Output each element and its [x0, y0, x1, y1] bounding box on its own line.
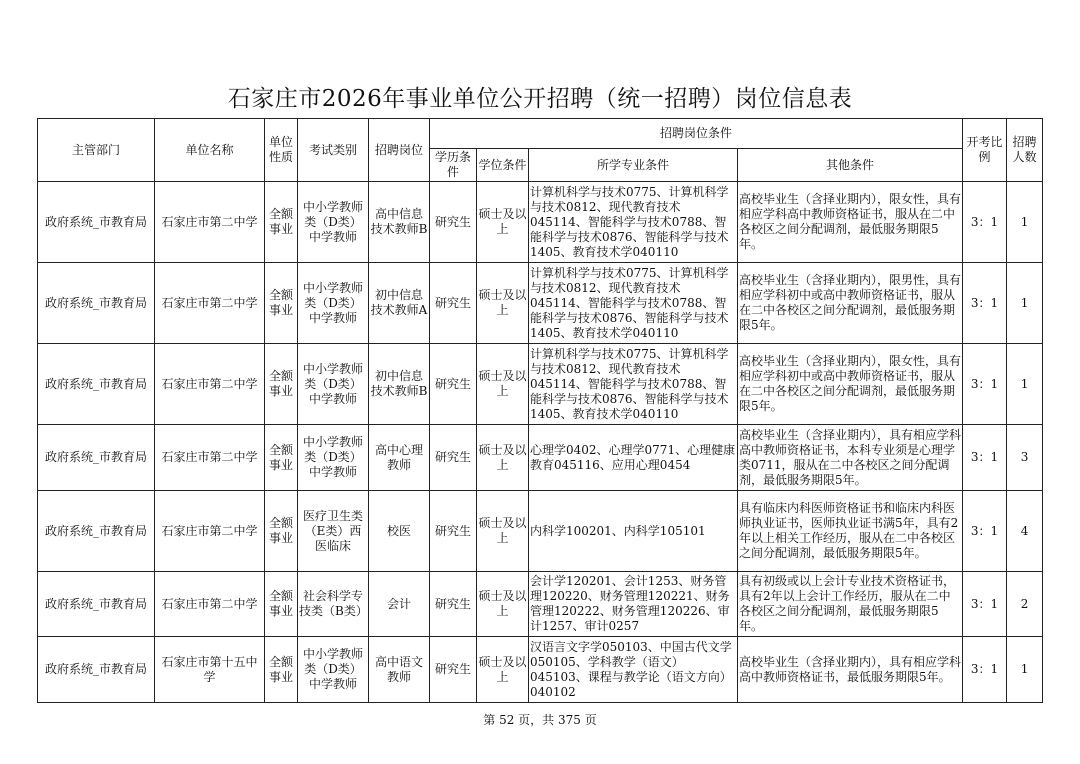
cell-other: 高校毕业生（含择业期内），限男性，具有相应学科初中或高中教师资格证书，服从在二中各校区之间分配调剂，最低服务期限5年。: [738, 263, 963, 344]
cell-degree: 硕士及以上: [477, 491, 529, 572]
cell-post: 高中语文教师: [369, 637, 430, 703]
cell-post: 校医: [369, 491, 430, 572]
cell-count: 2: [1007, 572, 1043, 637]
cell-ratio: 3：1: [963, 491, 1007, 572]
table-row: [38, 182, 1043, 263]
cell-nature: 全额事业: [265, 344, 298, 425]
table-row: [38, 491, 1043, 572]
cell-count: 1: [1007, 637, 1043, 703]
cell-nature: 全额事业: [265, 637, 298, 703]
cell-degree: 硕士及以上: [477, 182, 529, 263]
cell-edu: 研究生: [430, 344, 477, 425]
header-other: 其他条件: [738, 149, 963, 182]
header-exam: 考试类别: [298, 119, 369, 182]
cell-nature: 全额事业: [265, 425, 298, 491]
cell-major: 心理学0402、心理学0771、心理健康教育045116、应用心理0454: [529, 425, 738, 491]
cell-count: 1: [1007, 344, 1043, 425]
cell-dept: 政府系统_市教育局: [38, 491, 155, 572]
cell-degree: 硕士及以上: [477, 572, 529, 637]
cell-nature: 全额事业: [265, 263, 298, 344]
cell-ratio: 3：1: [963, 572, 1007, 637]
cell-edu: 研究生: [430, 182, 477, 263]
cell-nature: 全额事业: [265, 182, 298, 263]
page-footer: 第 52 页，共 375 页: [483, 713, 597, 727]
cell-exam: 中小学教师类（D类）中学教师: [298, 344, 369, 425]
cell-ratio: 3：1: [963, 182, 1007, 263]
cell-count: 3: [1007, 425, 1043, 491]
cell-other: 高校毕业生（含择业期内），具有相应学科高中教师资格证书，最低服务期限5年。: [738, 637, 963, 703]
cell-unit: 石家庄市第二中学: [155, 572, 265, 637]
cell-post: 初中信息技术教师A: [369, 263, 430, 344]
table-row: [38, 572, 1043, 637]
cell-nature: 全额事业: [265, 572, 298, 637]
table-row: [38, 425, 1043, 491]
header-post: 招聘岗位: [369, 119, 430, 182]
cell-dept: 政府系统_市教育局: [38, 263, 155, 344]
cell-unit: 石家庄市第二中学: [155, 182, 265, 263]
header-ratio: 开考比例: [963, 119, 1007, 182]
cell-post: 会计: [369, 572, 430, 637]
cell-other: 高校毕业生（含择业期内），限女性，具有相应学科高中教师资格证书，服从在二中各校区之间分配调剂，最低服务期限5年。: [738, 182, 963, 263]
header-dept: 主管部门: [38, 119, 155, 182]
cell-exam: 医疗卫生类（E类）西医临床: [298, 491, 369, 572]
header-nature: 单位性质: [265, 119, 298, 182]
cell-dept: 政府系统_市教育局: [38, 637, 155, 703]
cell-unit: 石家庄市第二中学: [155, 491, 265, 572]
cell-ratio: 3：1: [963, 344, 1007, 425]
cell-other: 高校毕业生（含择业期内），限女性，具有相应学科初中或高中教师资格证书，服从在二中各校区之间分配调剂，最低服务期限5年。: [738, 344, 963, 425]
cell-ratio: 3：1: [963, 637, 1007, 703]
table-row: [38, 344, 1043, 425]
cell-count: 1: [1007, 263, 1043, 344]
cell-post: 初中信息技术教师B: [369, 344, 430, 425]
cell-degree: 硕士及以上: [477, 344, 529, 425]
table-row: [38, 263, 1043, 344]
header-count: 招聘人数: [1007, 119, 1043, 182]
cell-major: 内科学100201、内科学105101: [529, 491, 738, 572]
cell-major: 计算机科学与技术0775、计算机科学与技术0812、现代教育技术045114、智能科学与技术0788、智能科学与技术0876、智能科学与技术1405、教育技术学040110: [529, 344, 738, 425]
cell-unit: 石家庄市第二中学: [155, 263, 265, 344]
cell-nature: 全额事业: [265, 491, 298, 572]
cell-edu: 研究生: [430, 637, 477, 703]
cell-count: 1: [1007, 182, 1043, 263]
cell-dept: 政府系统_市教育局: [38, 344, 155, 425]
cell-major: 计算机科学与技术0775、计算机科学与技术0812、现代教育技术045114、智能科学与技术0788、智能科学与技术0876、智能科学与技术1405、教育技术学040110: [529, 182, 738, 263]
cell-exam: 社会科学专技类（B类）: [298, 572, 369, 637]
cell-other: 具有初级或以上会计专业技术资格证书，具有2年以上会计工作经历，服从在二中各校区之间分配调剂，最低服务期限5年。: [738, 572, 963, 637]
cell-count: 4: [1007, 491, 1043, 572]
cell-edu: 研究生: [430, 425, 477, 491]
header-major: 所学专业条件: [529, 149, 738, 182]
cell-degree: 硕士及以上: [477, 637, 529, 703]
cell-major: 会计学120201、会计1253、财务管理120220、财务管理120221、财务管理120222、财务管理120226、审计1257、审计0257: [529, 572, 738, 637]
cell-major: 计算机科学与技术0775、计算机科学与技术0812、现代教育技术045114、智能科学与技术0788、智能科学与技术0876、智能科学与技术1405、教育技术学040110: [529, 263, 738, 344]
header-conditions: 招聘岗位条件: [430, 119, 963, 149]
header-unit: 单位名称: [155, 119, 265, 182]
cell-unit: 石家庄市第十五中学: [155, 637, 265, 703]
cell-dept: 政府系统_市教育局: [38, 572, 155, 637]
table-row: [38, 637, 1043, 703]
cell-edu: 研究生: [430, 263, 477, 344]
page-title: 石家庄市2026年事业单位公开招聘（统一招聘）岗位信息表: [227, 86, 853, 112]
cell-other: 高校毕业生（含择业期内），具有相应学科高中教师资格证书，本科专业须是心理学类0711，服从在二中各校区之间分配调剂，最低服务期限5年。: [738, 425, 963, 491]
cell-edu: 研究生: [430, 572, 477, 637]
cell-post: 高中信息技术教师B: [369, 182, 430, 263]
cell-dept: 政府系统_市教育局: [38, 182, 155, 263]
cell-other: 具有临床内科医师资格证书和临床内科医师执业证书，医师执业证书满5年，具有2年以上相关工作经历，服从在二中各校区之间分配调剂，最低服务期限5年。: [738, 491, 963, 572]
cell-exam: 中小学教师类（D类）中学教师: [298, 263, 369, 344]
cell-edu: 研究生: [430, 491, 477, 572]
cell-post: 高中心理教师: [369, 425, 430, 491]
cell-degree: 硕士及以上: [477, 425, 529, 491]
job-info-table: [37, 118, 1043, 703]
header-degree: 学位条件: [477, 149, 529, 182]
cell-dept: 政府系统_市教育局: [38, 425, 155, 491]
header-edu: 学历条件: [430, 149, 477, 182]
cell-major: 汉语言文字学050103、中国古代文学050105、学科教学（语文）045103、课程与教学论（语文方向）040102: [529, 637, 738, 703]
cell-exam: 中小学教师类（D类）中学教师: [298, 637, 369, 703]
cell-degree: 硕士及以上: [477, 263, 529, 344]
cell-exam: 中小学教师类（D类）中学教师: [298, 425, 369, 491]
cell-unit: 石家庄市第二中学: [155, 344, 265, 425]
cell-ratio: 3：1: [963, 425, 1007, 491]
cell-unit: 石家庄市第二中学: [155, 425, 265, 491]
cell-exam: 中小学教师类（D类）中学教师: [298, 182, 369, 263]
cell-ratio: 3：1: [963, 263, 1007, 344]
